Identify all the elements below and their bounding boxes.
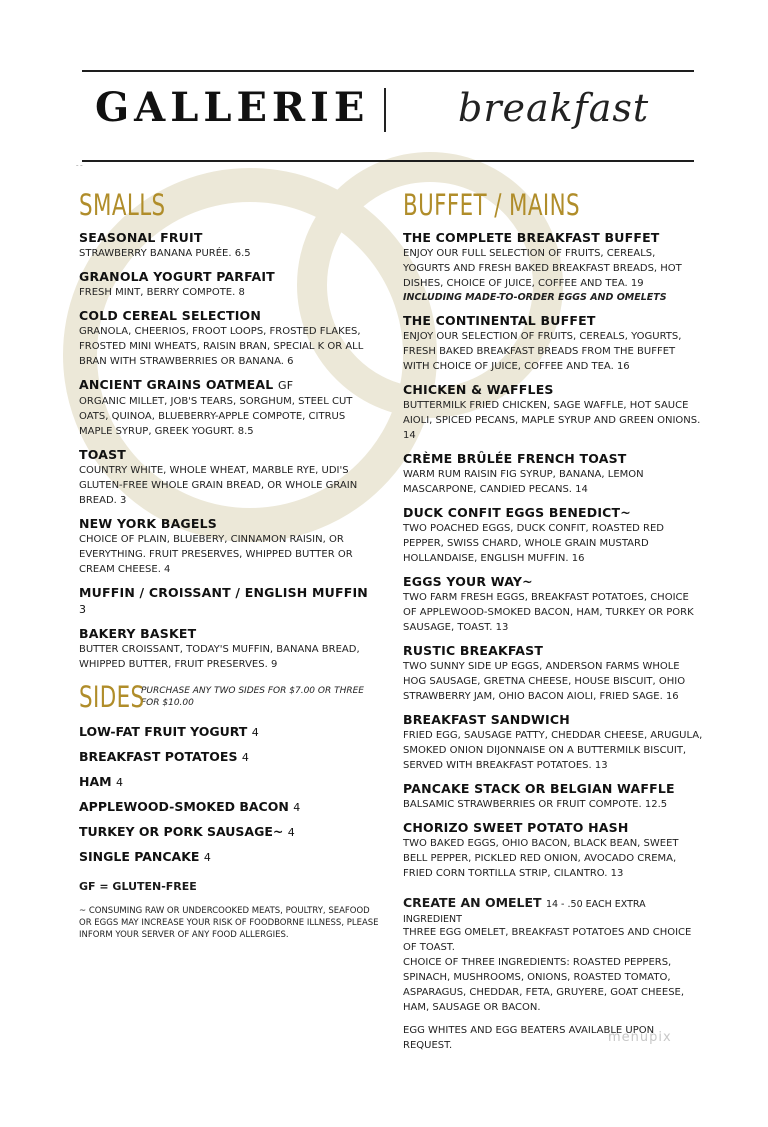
menu-item [403, 505, 703, 566]
item-name [79, 230, 379, 246]
item-description: BUTTER CROISSANT, TODAY'S MUFFIN, BANANA BREAD, WHIPPED BUTTER, FRUIT PRESERVES. 9 [79, 644, 360, 670]
item-title: PANCAKE STACK OR BELGIAN WAFFLE [403, 781, 675, 796]
menu-item [403, 820, 703, 881]
item-title: GRANOLA YOGURT PARFAIT [79, 269, 275, 284]
header-divider [384, 88, 386, 132]
item-title: THE COMPLETE BREAKFAST BUFFET [403, 230, 660, 245]
watermark: menupix [608, 1030, 672, 1045]
item-tag: 3 [79, 603, 87, 616]
item-description: FRESH MINT, BERRY COMPOTE. 8 [79, 287, 245, 298]
side-name: BREAKFAST POTATOES [79, 749, 238, 764]
menu-item [403, 643, 703, 704]
menu-item [79, 626, 379, 672]
item-title: THE CONTINENTAL BUFFET [403, 313, 596, 328]
omelet-ingredients: CHOICE OF THREE INGREDIENTS: ROASTED PEPPERS, SPINACH, MUSHROOMS, ONIONS, ROASTED TOMATO, ASPARAGUS, CHEDDAR, FETA, GRUYERE, GOAT CHEESE, HAM, SAUSAGE OR BACON. [403, 957, 685, 1013]
item-description: COUNTRY WHITE, WHOLE WHEAT, MARBLE RYE, UDI'S GLUTEN-FREE WHOLE GRAIN BREAD, OR WHOLE GRAIN BREAD. 3 [79, 465, 358, 506]
gluten-free-note: GF = GLUTEN-FREE [79, 880, 197, 893]
item-name [79, 269, 379, 285]
item-description: BALSAMIC STRAWBERRIES OR FRUIT COMPOTE. 12.5 [403, 799, 668, 810]
left-column [79, 188, 379, 941]
menu-item [79, 230, 379, 261]
side-price: 4 [293, 801, 301, 814]
side-item [79, 824, 379, 841]
sides-note: PURCHASE ANY TWO SIDES FOR $7.00 OR THREE FOR $10.00 [141, 686, 364, 708]
item-name [79, 585, 379, 618]
item-title: EGGS YOUR WAY~ [403, 574, 533, 589]
omelet-egg-whites-note: EGG WHITES AND EGG BEATERS AVAILABLE UPON REQUEST. [403, 1025, 655, 1051]
item-description: TWO BAKED EGGS, OHIO BACON, BLACK BEAN, SWEET BELL PEPPER, PICKLED RED ONION, AVOCADO CREMA, FRIED CORN TORTILLA STRIP, CILANTRO. 13 [403, 838, 679, 879]
side-price: 4 [287, 826, 295, 839]
side-item [79, 749, 379, 766]
buffet-mains-title: BUFFET / MAINS [403, 188, 581, 222]
menu-item [79, 308, 379, 369]
sides-list [79, 724, 379, 866]
header-bottom-rule [82, 160, 694, 162]
side-name: SINGLE PANCAKE [79, 849, 200, 864]
item-description: BUTTERMILK FRIED CHICKEN, SAGE WAFFLE, HOT SAUCE AIOLI, SPICED PECANS, MAPLE SYRUP AND GREEN ONIONS. 14 [403, 400, 701, 441]
smalls-list [79, 230, 379, 672]
item-description: TWO POACHED EGGS, DUCK CONFIT, ROASTED RED PEPPER, SWISS CHARD, WHOLE GRAIN MUSTARD HOLLANDAISE, ENGLISH MUFFIN. 16 [403, 523, 665, 564]
menu-item [403, 382, 703, 443]
item-title: DUCK CONFIT EGGS BENEDICT~ [403, 505, 631, 520]
side-price: 4 [203, 851, 211, 864]
item-title: CHICKEN & WAFFLES [403, 382, 554, 397]
item-name [79, 308, 379, 324]
raw-food-warning: ~ CONSUMING RAW OR UNDERCOOKED MEATS, POULTRY, SEAFOOD OR EGGS MAY INCREASE YOUR RISK OF FOODBORNE ILLNESS, PLEASE INFORM YOUR SERVER OF ANY FOOD ALLERGIES. [79, 906, 379, 940]
side-item [79, 849, 379, 866]
side-item [79, 724, 379, 741]
menu-item [403, 781, 703, 812]
side-price: 4 [241, 751, 249, 764]
item-description: ENJOY OUR FULL SELECTION OF FRUITS, CEREALS, YOGURTS AND FRESH BAKED BREAKFAST BREADS, HOT DISHES, CHOICE OF JUICE, COFFEE AND TEA. 19 [403, 248, 682, 289]
sides-header [79, 680, 379, 714]
side-item [79, 774, 379, 791]
item-title: CHORIZO SWEET POTATO HASH [403, 820, 629, 835]
item-description: STRAWBERRY BANANA PURÉE. 6.5 [79, 248, 251, 259]
side-name: HAM [79, 774, 112, 789]
item-title: NEW YORK BAGELS [79, 516, 218, 531]
item-description: FRIED EGG, SAUSAGE PATTY, CHEDDAR CHEESE, ARUGULA, SMOKED ONION DIJONNAISE ON A BUTTERMILK BISCUIT, SERVED WITH BREAKFAST POTATOES. 13 [403, 730, 703, 771]
item-description: TWO FARM FRESH EGGS, BREAKFAST POTATOES, CHOICE OF APPLEWOOD-SMOKED BACON, HAM, TURKEY OR PORK SAUSAGE, TOAST. 13 [403, 592, 694, 633]
item-title: ANCIENT GRAINS OATMEAL [79, 377, 274, 392]
menu-item [403, 574, 703, 635]
item-description: ENJOY OUR SELECTION OF FRUITS, CEREALS, YOGURTS, FRESH BAKED BREAKFAST BREADS FROM THE BUFFET WITH CHOICE OF JUICE, COFFEE AND TEA. 16 [403, 331, 682, 372]
side-price: 4 [115, 776, 123, 789]
item-title: CRÈME BRÛLÉE FRENCH TOAST [403, 451, 627, 466]
item-title: BREAKFAST SANDWICH [403, 712, 570, 727]
omelet-extra-price: 14 - .50 EACH EXTRA INGREDIENT [403, 899, 646, 925]
sides-title: SIDES [79, 680, 145, 714]
item-title: RUSTIC BREAKFAST [403, 643, 544, 658]
menu-item [79, 516, 379, 577]
menu-item [79, 585, 379, 618]
buffet-list [403, 230, 703, 881]
menu-item [403, 451, 703, 497]
item-title: BAKERY BASKET [79, 626, 197, 641]
item-description: GRANOLA, CHEERIOS, FROOT LOOPS, FROSTED FLAKES, FROSTED MINI WHEATS, RAISIN BRAN, SPECIAL K OR ALL BRAN WITH STRAWBERRIES OR BANANA. 6 [79, 326, 364, 367]
right-column [403, 188, 703, 1061]
menu-item [403, 712, 703, 773]
item-title: MUFFIN / CROISSANT / ENGLISH MUFFIN [79, 585, 368, 600]
menu-item [79, 377, 379, 439]
item-description: ORGANIC MILLET, JOB'S TEARS, SORGHUM, STEEL CUT OATS, QUINOA, BLUEBERRY-APPLE COMPOTE, CITRUS MAPLE SYRUP, GREEK YOGURT. 8.5 [79, 396, 353, 437]
side-name: APPLEWOOD-SMOKED BACON [79, 799, 289, 814]
side-price: 4 [251, 726, 259, 739]
brand-name: GALLERIE [95, 84, 370, 131]
menu-item [403, 230, 703, 305]
item-title: COLD CEREAL SELECTION [79, 308, 262, 323]
item-title: SEASONAL FRUIT [79, 230, 203, 245]
item-name [79, 626, 379, 642]
item-tag: GF [277, 379, 294, 392]
menu-subtitle: breakfast [458, 86, 650, 130]
item-name [79, 447, 379, 463]
omelet-description: THREE EGG OMELET, BREAKFAST POTATOES AND CHOICE OF TOAST. [403, 927, 692, 953]
side-name: LOW-FAT FRUIT YOGURT [79, 724, 248, 739]
omelet-heading [403, 895, 703, 925]
item-note: INCLUDING MADE-TO-ORDER EGGS AND OMELETS [403, 292, 667, 303]
item-description: TWO SUNNY SIDE UP EGGS, ANDERSON FARMS WHOLE HOG SAUSAGE, GRETNA CHEESE, HOUSE BISCUIT, OHIO STRAWBERRY JAM, OHIO BACON AIOLI, FRIED SAGE. 16 [403, 661, 686, 702]
item-title: TOAST [79, 447, 127, 462]
menu-item [79, 269, 379, 300]
menu-item [403, 313, 703, 374]
item-description: CHOICE OF PLAIN, BLUEBERY, CINNAMON RAISIN, OR EVERYTHING. FRUIT PRESERVES, WHIPPED BUTTER OR CREAM CHEESE. 4 [79, 534, 353, 575]
item-name [79, 516, 379, 532]
tiny-mark: – – [76, 163, 83, 169]
header-top-rule [82, 70, 694, 72]
menu-item [79, 447, 379, 508]
side-item [79, 799, 379, 816]
smalls-title: SMALLS [79, 188, 166, 222]
side-name: TURKEY OR PORK SAUSAGE~ [79, 824, 284, 839]
item-name [79, 377, 379, 394]
item-description: WARM RUM RAISIN FIG SYRUP, BANANA, LEMON MASCARPONE, CANDIED PECANS. 14 [403, 469, 644, 495]
omelet-name: CREATE AN OMELET [403, 895, 542, 910]
